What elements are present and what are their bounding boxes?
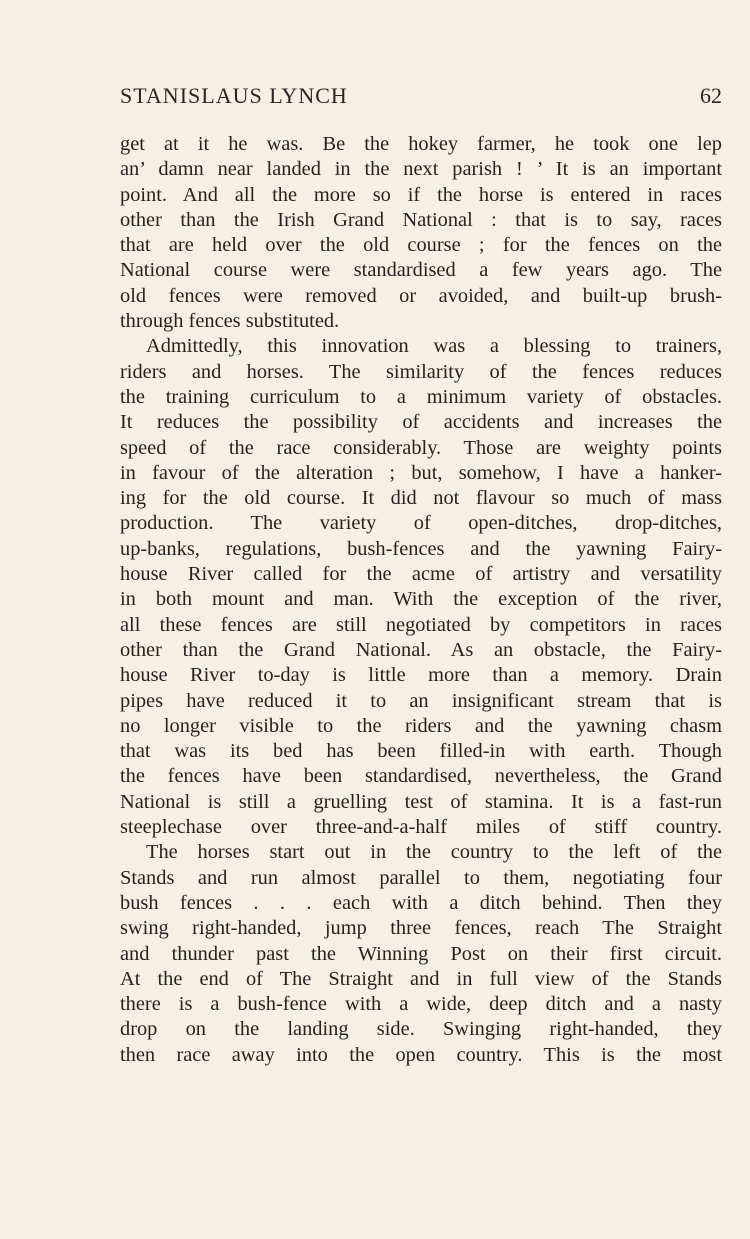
text-line: riders and horses. The similarity of the fences reduces (120, 360, 722, 383)
page-number: 62 (700, 83, 722, 108)
body-text (120, 132, 722, 1068)
text-line: other than the Irish Grand National : that is to say, races (120, 208, 722, 231)
text-line: point. And all the more so if the horse is entered in races (120, 183, 722, 206)
page-header (120, 83, 722, 113)
text-line: the training curriculum to a minimum variety of obstacles. (120, 385, 722, 408)
text-line: steeplechase over three-and-a-half miles of stiff country. (120, 816, 722, 839)
text-line: National is still a gruelling test of stamina. It is a fast-run (120, 790, 722, 813)
text-line: It reduces the possibility of accidents and increases the (120, 411, 722, 434)
text-line: that are held over the old course ; for the fences on the (120, 234, 722, 257)
text-line: that was its bed has been filled-in with earth. Though (120, 740, 722, 763)
text-line: bush fences . . . each with a ditch behind. Then they (120, 891, 722, 914)
text-line: and thunder past the Winning Post on their first circuit. (120, 942, 722, 965)
text-line: all these fences are still negotiated by competitors in races (120, 613, 722, 636)
text-line: in both mount and man. With the exception of the river, (120, 588, 722, 611)
running-head: STANISLAUS LYNCH (120, 83, 348, 108)
text-line: up-banks, regulations, bush-fences and the yawning Fairy- (120, 537, 722, 560)
text-line: then race away into the open country. This is the most (120, 1043, 722, 1066)
text-line: other than the Grand National. As an obstacle, the Fairy- (120, 638, 722, 661)
text-line: in favour of the alteration ; but, somehow, I have a hanker- (120, 461, 722, 484)
text-line: drop on the landing side. Swinging right-handed, they (120, 1018, 722, 1041)
text-line: swing right-handed, jump three fences, reach The Straight (120, 917, 722, 940)
text-line: ing for the old course. It did not flavour so much of mass (120, 487, 722, 510)
text-line: National course were standardised a few years ago. The (120, 259, 722, 282)
text-line: there is a bush-fence with a wide, deep ditch and a nasty (120, 993, 722, 1016)
text-line: speed of the race considerably. Those are weighty points (120, 436, 722, 459)
text-line: house River to-day is little more than a memory. Drain (120, 664, 722, 687)
text-line: through fences substituted. (120, 310, 340, 333)
text-line: no longer visible to the riders and the yawning chasm (120, 714, 722, 737)
text-line: Stands and run almost parallel to them, negotiating four (120, 866, 722, 889)
text-line: old fences were removed or avoided, and built-up brush- (120, 284, 722, 307)
text-line: house River called for the acme of artistry and versatility (120, 563, 722, 586)
text-line: get at it he was. Be the hokey farmer, he took one lep (120, 133, 722, 155)
text-line: At the end of The Straight and in full view of the Stands (120, 967, 722, 990)
text-line: production. The variety of open-ditches, drop-ditches, (120, 512, 722, 535)
text-line: the fences have been standardised, nevertheless, the Grand (120, 765, 722, 788)
text-line: The horses start out in the country to the left of the (146, 841, 722, 864)
text-line: Admittedly, this innovation was a blessing to trainers, (146, 335, 722, 358)
text-line: an’ damn near landed in the next parish ! ’ It is an important (120, 158, 722, 181)
text-line: pipes have reduced it to an insignificant stream that is (120, 689, 722, 712)
